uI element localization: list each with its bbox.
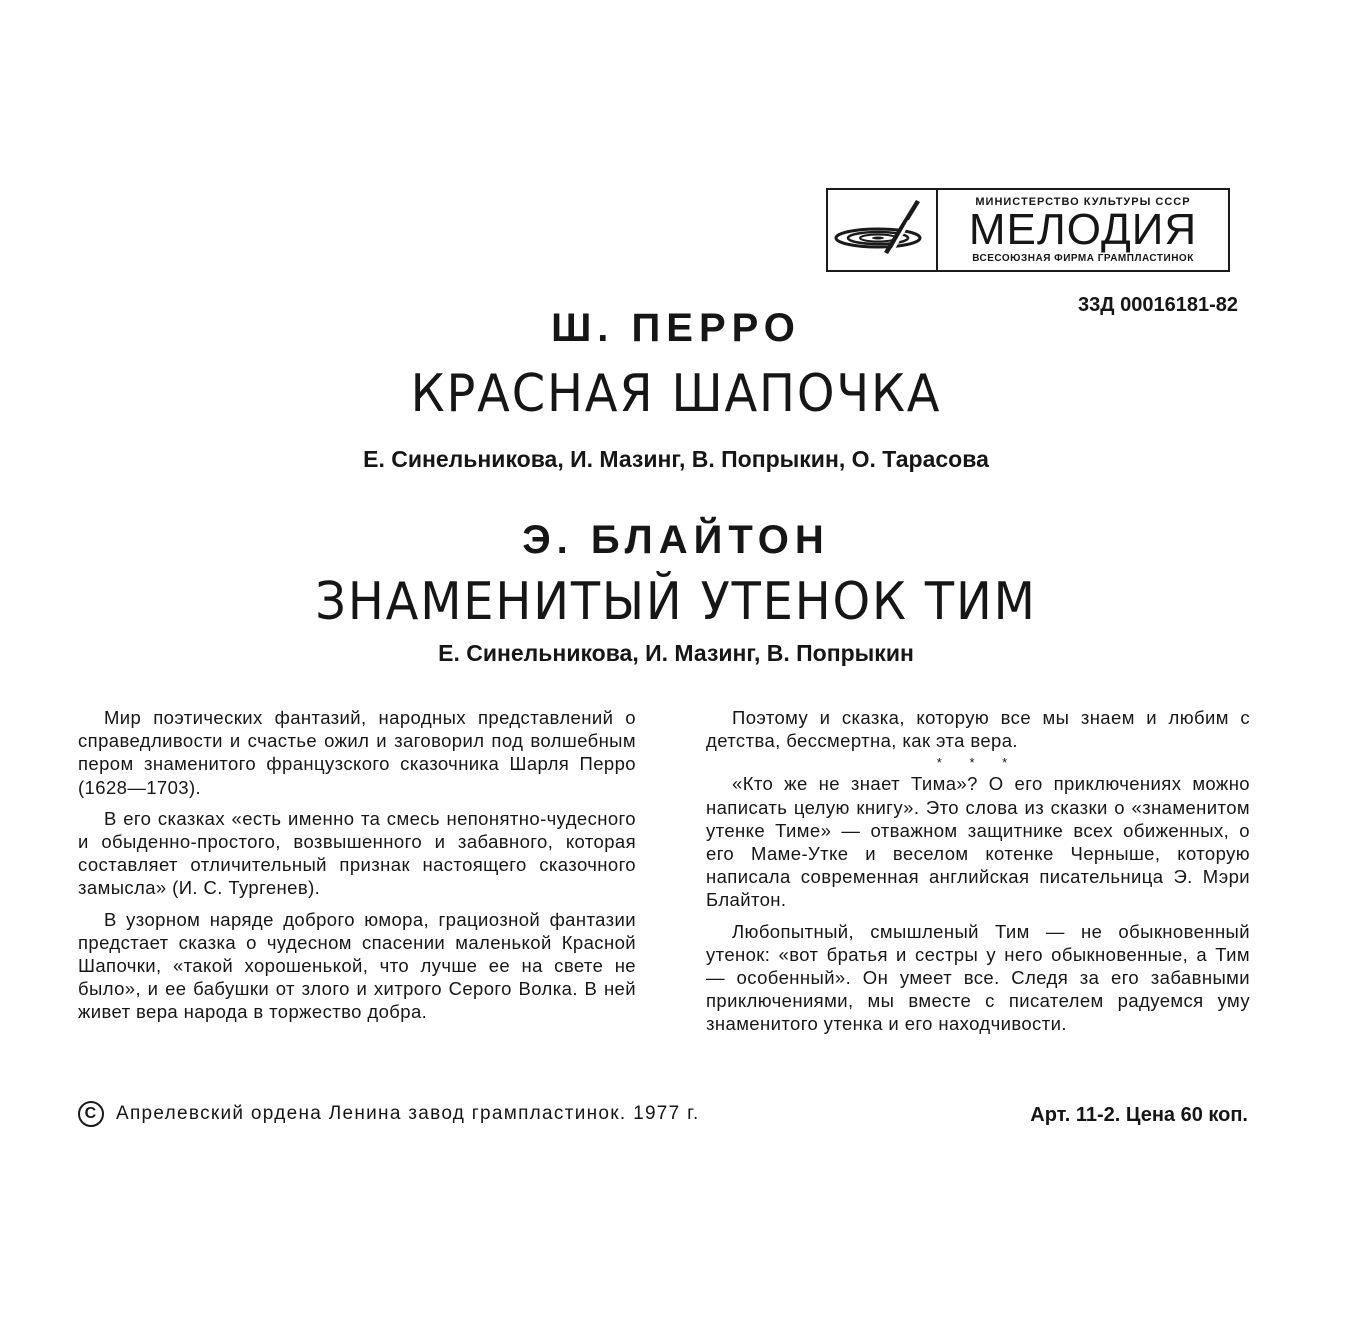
copyright-line xyxy=(78,1101,700,1127)
left-paragraph-1: Мир поэтических фантазий, народных представлений о справедливости и счастье ожил и заговорил под волшебным пером знаменитого французского сказочника Шарля Перро (1628—1703). xyxy=(78,707,636,798)
record-emblem-icon xyxy=(828,190,938,270)
logo-firm-text: ВСЕСОЮЗНАЯ ФИРМА ГРАМПЛАСТИНОК xyxy=(972,253,1194,264)
copyright-icon: C xyxy=(78,1101,104,1127)
right-column xyxy=(706,706,1250,1044)
right-intro: Поэтому и сказка, которую все мы знаем и любим с детства, бессмертна, как эта вера. xyxy=(706,707,1250,752)
work-1-cast: Е. Синельникова, И. Мазинг, В. Попрыкин, О. Тарасова xyxy=(363,446,989,472)
left-paragraph-3: В узорном наряде доброго юмора, грациозной фантазии предстает сказка о чудесном спасении маленькой Красной Шапочки, «такой хорошенькой, что лучше ее на свете не было», и ее бабушки от злого и хитрого Серого Волка. В ней живет вера народа в торжество добра. xyxy=(78,908,636,1023)
right-paragraph-2: Любопытный, смышленый Тим — не обыкновенный утенок: «вот братья и сестры у него обыкновенные, а Тим — особенный». Он умеет все. Следя за его забавными приключениями, мы вместе с писателем радуемся уму знаменитого утенка и его находчивости. xyxy=(706,920,1250,1035)
catalog-number: 33Д 00016181-82 xyxy=(1078,294,1238,316)
melodiya-logo xyxy=(826,188,1230,272)
right-paragraph-1: «Кто же не знает Тима»? О его приключениях можно написать целую книгу». Это слова из сказки о «знаменитом утенке Тиме» — отважном защитнике всех обиженных, о его Маме-Утке и веселом котенке Черныше, которую написала современная английская писательница Э. Мэри Блайтон. xyxy=(706,773,1250,911)
price-text: Арт. 11-2. Цена 60 коп. xyxy=(1030,1104,1248,1126)
work-2-title: ЗНАМЕНИТЫЙ УТЕНОК ТИМ xyxy=(315,572,1037,632)
section-separator: * * * xyxy=(936,755,1020,771)
logo-brand-text: МЕЛОДИЯ xyxy=(968,205,1198,254)
work-2-cast: Е. Синельникова, И. Мазинг, В. Попрыкин xyxy=(438,640,914,666)
left-column xyxy=(78,706,636,1032)
work-2-author: Э. БЛАЙТОН xyxy=(522,518,830,562)
left-paragraph-2: В его сказках «есть именно та смесь непонятно-чудесного и обыденно-простого, возвышенного и забавного, которая составляет отличительный признак настоящего сказочного замысла» (И. С. Тургенев). xyxy=(78,807,636,899)
work-1-author: Ш. ПЕРРО xyxy=(551,306,801,350)
publisher-text: Апрелевский ордена Ленина завод грампластинок. 1977 г. xyxy=(116,1103,700,1124)
work-1-title: КРАСНАЯ ШАПОЧКА xyxy=(410,364,942,424)
logo-ministry-text: МИНИСТЕРСТВО КУЛЬТУРЫ СССР xyxy=(975,196,1191,208)
